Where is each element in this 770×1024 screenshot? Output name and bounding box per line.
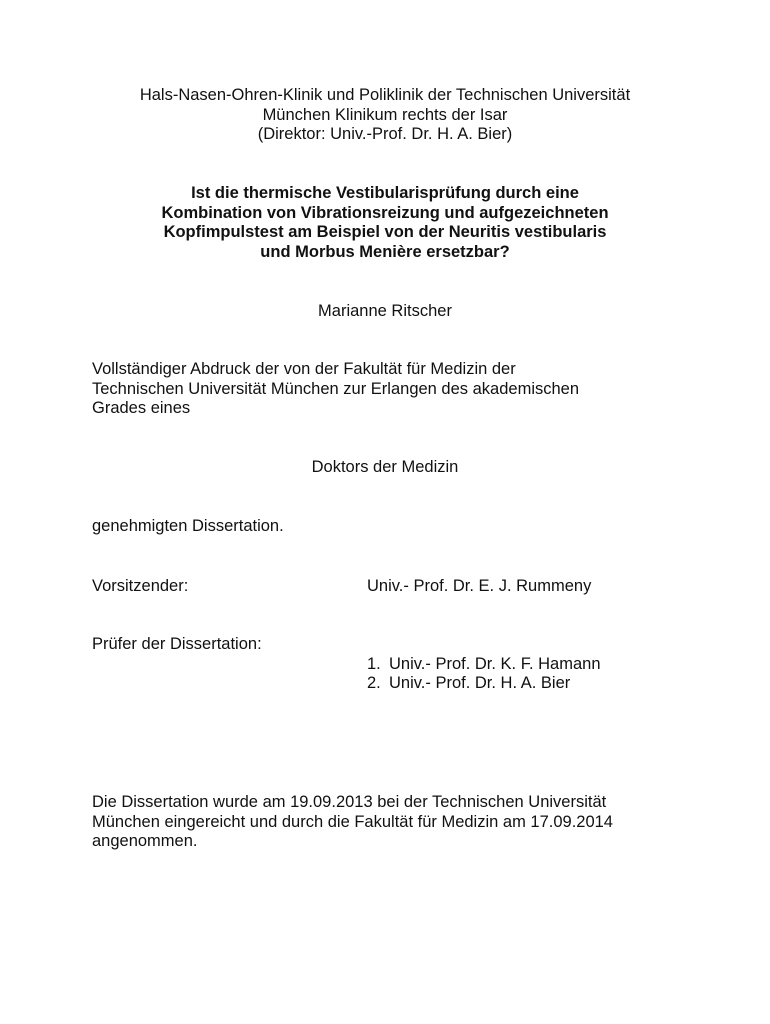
chair-label: Vorsitzender: <box>92 577 189 595</box>
statement-line-2: Technischen Universität München zur Erlangen des akademischen <box>92 380 580 398</box>
statement-line-3: Grades eines <box>92 399 191 417</box>
submission-line-2: München eingereicht und durch die Fakultät für Medizin am 17.09.2014 <box>92 813 613 831</box>
examiner-name: Univ.- Prof. Dr. H. A. Bier <box>389 674 571 692</box>
thesis-title-line-3: Kopfimpulstest am Beispiel von der Neuritis vestibularis <box>163 223 607 241</box>
examiner-item <box>367 674 570 694</box>
director-line: (Direktor: Univ.-Prof. Dr. H. A. Bier) <box>257 125 513 143</box>
examiner-item <box>367 655 601 675</box>
examiner-number: 1. <box>367 655 381 673</box>
institution-line-1: Hals-Nasen-Ohren-Klinik und Poliklinik der Technischen Universität <box>139 86 631 104</box>
statement-line-1: Vollständiger Abdruck der von der Fakultät für Medizin der <box>92 360 516 378</box>
thesis-title-line-1: Ist die thermische Vestibularisprüfung durch eine <box>191 184 579 202</box>
degree-name: Doktors der Medizin <box>311 458 459 476</box>
examiner-name: Univ.- Prof. Dr. K. F. Hamann <box>389 655 601 673</box>
chair-name: Univ.- Prof. Dr. E. J. Rummeny <box>367 577 592 595</box>
approved-dissertation: genehmigten Dissertation. <box>92 517 284 535</box>
author-name: Marianne Ritscher <box>318 302 452 320</box>
thesis-title-line-4: und Morbus Menière ersetzbar? <box>260 243 510 261</box>
examiner-number: 2. <box>367 674 381 692</box>
thesis-title-line-2: Kombination von Vibrationsreizung und aufgezeichneten <box>161 204 609 222</box>
submission-line-1: Die Dissertation wurde am 19.09.2013 bei der Technischen Universität <box>92 793 607 811</box>
submission-line-3: angenommen. <box>92 832 198 850</box>
institution-line-2: München Klinikum rechts der Isar <box>262 106 508 124</box>
examiners-label: Prüfer der Dissertation: <box>92 635 262 653</box>
